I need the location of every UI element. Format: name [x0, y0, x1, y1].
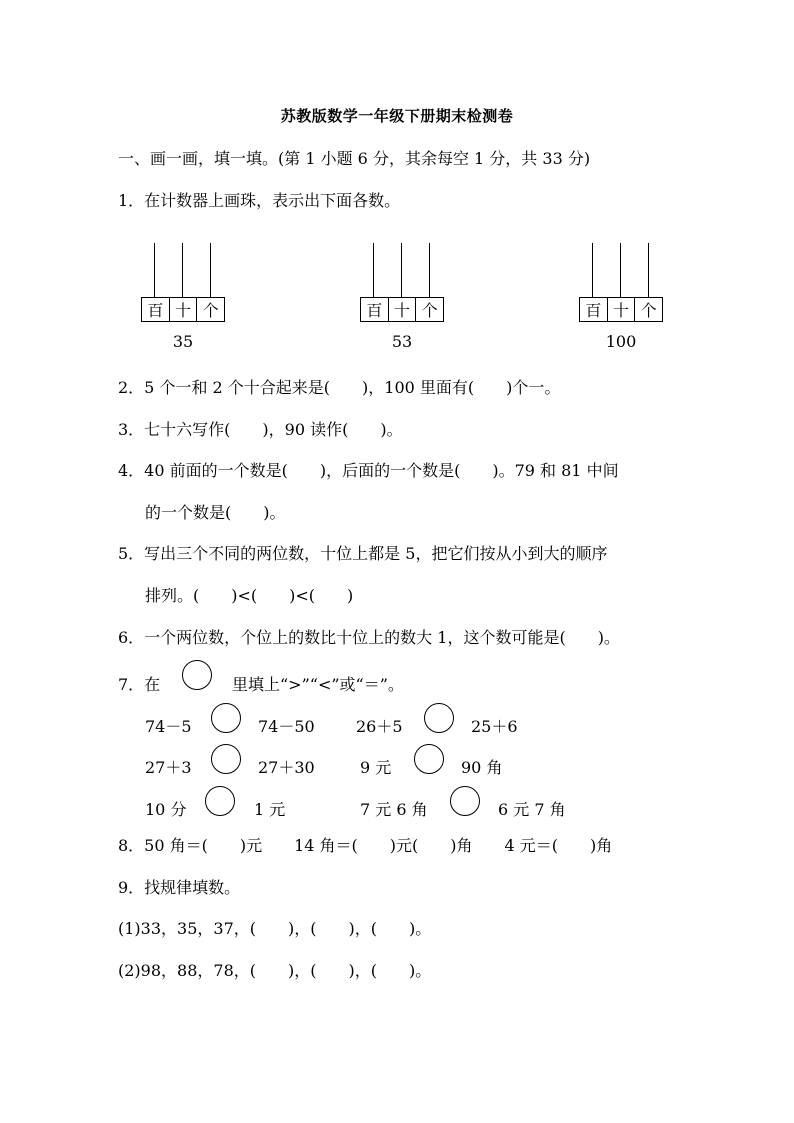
question-8: 8．50 角＝( )元 14 角＝( )元( )角 4 元＝( )角: [118, 836, 613, 855]
compare-circle[interactable]: [211, 703, 241, 733]
section-heading: 一、画一画，填一填。(第 1 小题 6 分，其余每空 1 分，共 33 分): [118, 149, 591, 168]
place-label: 个: [415, 298, 443, 321]
abacus-rod: [373, 243, 374, 297]
question-2: 2．5 个一和 2 个十合起来是( )，100 里面有( )个一。: [118, 378, 561, 397]
abacus-rod: [182, 243, 183, 297]
compare-right: 90 角: [461, 758, 503, 777]
compare-circle[interactable]: [414, 744, 444, 774]
abacus-rod: [620, 243, 621, 297]
place-label: 十: [169, 298, 197, 321]
compare-left: 27＋3: [145, 758, 192, 777]
compare-circle[interactable]: [205, 786, 235, 816]
compare-right: 1 元: [254, 800, 286, 819]
compare-circle-icon: [182, 660, 212, 690]
compare-circle[interactable]: [450, 786, 480, 816]
place-label: 个: [196, 298, 224, 321]
place-label: 百: [366, 301, 383, 320]
compare-right: 27＋30: [258, 758, 315, 777]
compare-left: 26＋5: [356, 717, 403, 736]
compare-left: 74－5: [145, 717, 192, 736]
place-label: 十: [388, 298, 416, 321]
question-9-part-2: (2)98，88，78，( )，( )，( )。: [118, 961, 432, 980]
question-3: 3．七十六写作( )，90 读作( )。: [118, 420, 403, 439]
compare-right: 6 元 7 角: [498, 800, 566, 819]
abacus-number: 100: [605, 332, 637, 351]
compare-right: 74－50: [258, 717, 315, 736]
place-label: 个: [634, 298, 662, 321]
compare-left: 7 元 6 角: [360, 800, 428, 819]
question-6: 6．一个两位数，个位上的数比十位上的数大 1，这个数可能是( )。: [118, 628, 620, 647]
abacus-rod: [592, 243, 593, 297]
page-title: 苏教版数学一年级下册期末检测卷: [280, 107, 514, 125]
question-1: 1．在计数器上画珠，表示出下面各数。: [118, 191, 401, 210]
compare-circle[interactable]: [211, 744, 241, 774]
abacus-number: 53: [391, 332, 413, 351]
abacus-1[interactable]: [141, 243, 231, 351]
question-4-line-2: 的一个数是( )。: [145, 503, 286, 522]
abacus-rod: [154, 243, 155, 297]
question-5-line-2: 排列。( )<( )<( ): [145, 586, 354, 605]
abacus-rod: [210, 243, 211, 297]
abacus-place-labels: [360, 297, 444, 322]
abacus-rod: [648, 243, 649, 297]
compare-left: 10 分: [145, 800, 187, 819]
compare-right: 25＋6: [471, 717, 518, 736]
question-4-line-1: 4．40 前面的一个数是( )，后面的一个数是( )。79 和 81 中间: [118, 461, 619, 480]
abacus-place-labels: [579, 297, 663, 322]
question-9-part-1: (1)33，35，37，( )，( )，( )。: [118, 919, 432, 938]
compare-left: 9 元: [360, 758, 392, 777]
question-9: 9．找规律填数。: [118, 878, 241, 897]
question-5-line-1: 5．写出三个不同的两位数，十位上都是 5，把它们按从小到大的顺序: [118, 544, 608, 563]
abacus-3[interactable]: [579, 243, 669, 351]
place-label: 十: [607, 298, 635, 321]
place-label: 百: [585, 301, 602, 320]
question-7-prefix: 7．在: [118, 675, 161, 694]
abacus-place-labels: [141, 297, 225, 322]
abacus-number: 35: [172, 332, 194, 351]
abacus-rod: [401, 243, 402, 297]
question-7-suffix: 里填上“>”“<”或“＝”。: [232, 675, 404, 694]
compare-circle[interactable]: [424, 703, 454, 733]
place-label: 百: [147, 301, 164, 320]
abacus-rod: [429, 243, 430, 297]
abacus-2[interactable]: [360, 243, 450, 351]
